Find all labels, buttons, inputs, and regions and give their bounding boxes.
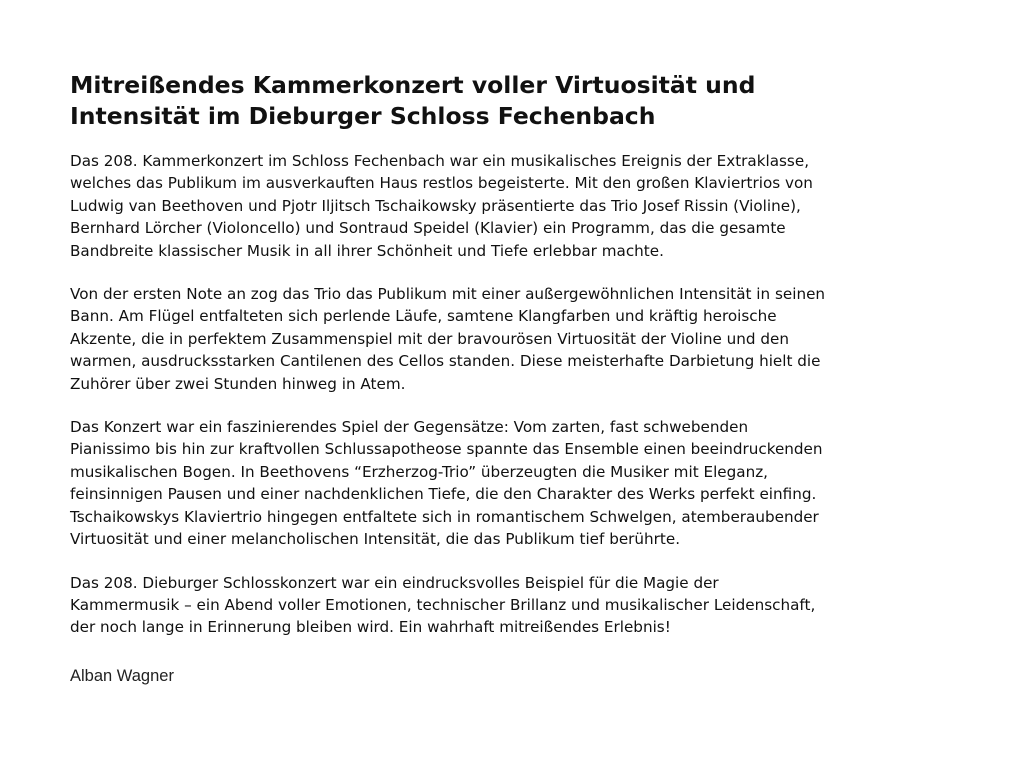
paragraph-line: Bernhard Lörcher (Violoncello) und Sontraud Speidel (Klavier) ein Programm, das die gesamte [70, 219, 786, 238]
paragraph-line: Bann. Am Flügel entfalteten sich perlende Läufe, samtene Klangfarben und kräftig heroische [70, 307, 777, 326]
paragraph-line: Kammermusik – ein Abend voller Emotionen, technischer Brillanz und musikalischer Leidenschaft, [70, 595, 816, 614]
paragraph-line: Das 208. Kammerkonzert im Schloss Fechenbach war ein musikalisches Ereignis der Extraklasse, [70, 152, 810, 170]
paragraph-line: Das Konzert war ein faszinierendes Spiel der Gegensätze: Vom zarten, fast schwebenden [70, 418, 749, 437]
document-page [70, 70, 970, 687]
paragraph-contrasts [70, 416, 970, 550]
article-title-line: Intensität im Dieburger Schloss Fechenbach [70, 102, 656, 130]
paragraph-line: Zuhörer über zwei Stunden hinweg in Atem. [70, 374, 406, 393]
article-title-line: Mitreißendes Kammerkonzert voller Virtuosität und [70, 71, 756, 99]
paragraph-line: feinsinnigen Pausen und einer nachdenklichen Tiefe, die den Charakter des Werks perfekt einfing. [70, 485, 817, 504]
paragraph-line: warmen, ausdrucksstarken Cantilenen des Cellos standen. Diese meisterhafte Darbietung hielt die [70, 352, 821, 371]
paragraph-line: Von der ersten Note an zog das Trio das Publikum mit einer außergewöhnlichen Intensität in seinen [70, 285, 826, 304]
paragraph-line: Akzente, die in perfektem Zusammenspiel mit der bravourösen Virtuosität der Violine und den [70, 329, 790, 348]
paragraph-line: welches das Publikum im ausverkauften Haus restlos begeisterte. Mit den großen Klaviertrios von [70, 174, 813, 193]
paragraph-intro [70, 150, 970, 262]
paragraph-line: Tschaikowskys Klaviertrio hingegen entfaltete sich in romantischem Schwelgen, atemberaubender [70, 507, 819, 526]
paragraph-conclusion [70, 572, 970, 639]
paragraph-performance [70, 283, 970, 395]
paragraph-line: musikalischen Bogen. In Beethovens “Erzherzog-Trio” überzeugten die Musiker mit Eleganz, [70, 462, 769, 481]
paragraph-line: Virtuosität und einer melancholischen Intensität, die das Publikum tief berührte. [70, 530, 681, 549]
author-name: Alban Wagner [70, 666, 174, 685]
paragraph-line: Bandbreite klassischer Musik in all ihrer Schönheit und Tiefe erlebbar machte. [70, 241, 664, 260]
paragraph-line: der noch lange in Erinnerung bleiben wird. Ein wahrhaft mitreißendes Erlebnis! [70, 618, 671, 637]
paragraph-line: Pianissimo bis hin zur kraftvollen Schlussapotheose spannte das Ensemble einen beeindruckenden [70, 440, 823, 459]
paragraph-line: Das 208. Dieburger Schlosskonzert war ein eindrucksvolles Beispiel für die Magie der [70, 573, 719, 592]
paragraph-line: Ludwig van Beethoven und Pjotr Iljitsch Tschaikowsky präsentierte das Trio Josef Rissin (Violine), [70, 196, 801, 215]
article-title [70, 70, 970, 132]
